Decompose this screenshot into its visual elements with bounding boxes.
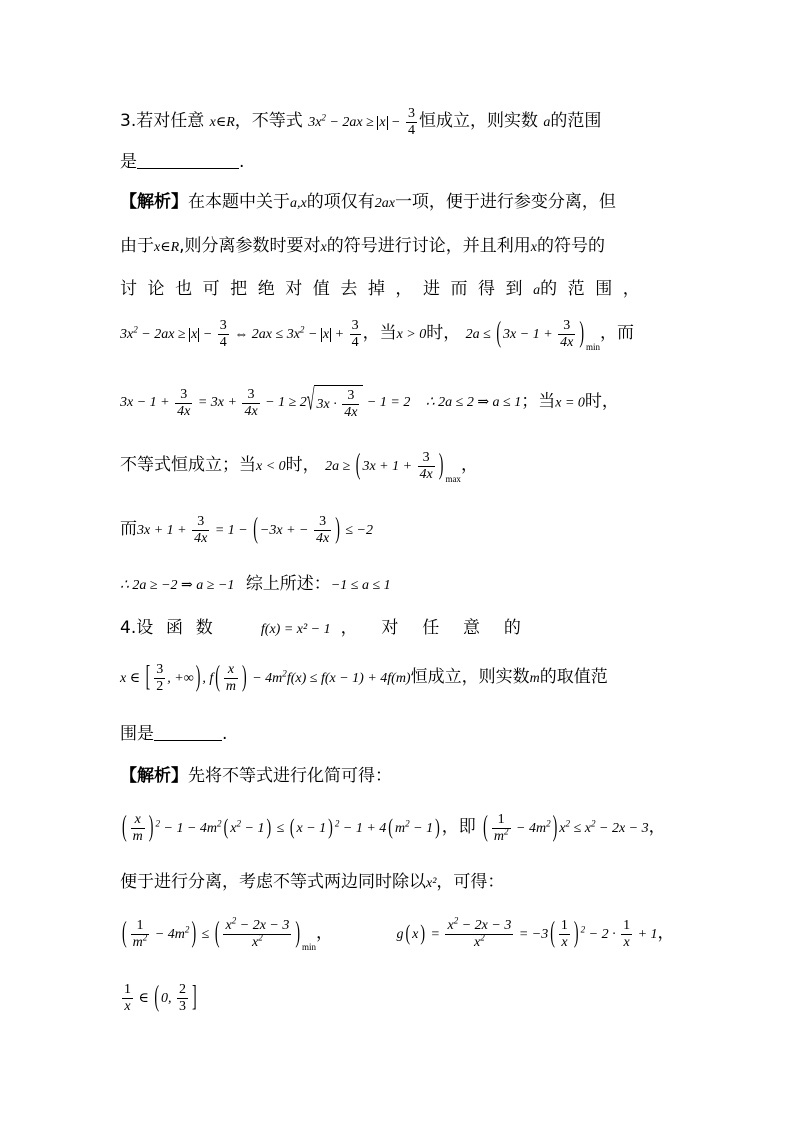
solution-3-line-6: 不等式恒成立；当x < 0时， 2a ≥ ( 3x + 1 + $\frac{3}{4x}$ ) $_{max}$， xyxy=(120,449,478,484)
equivalence-formula: $3x^2 - 2ax \ge x$ − $\frac{3}{4}$ ⇔ $2ax \le 3x^2 - x$ + $\frac{3}{4}$ xyxy=(120,318,359,351)
solution-3-line-3: 讨论也可把绝对值去掉，进而得到a的范围， xyxy=(120,279,651,299)
problem-3-line-2: 是 . xyxy=(120,152,245,172)
min-formula: 2a ≤ ( 3x − 1 + $\frac{3}{4x}$ ) $_{min}$ xyxy=(465,317,601,352)
answer-blank xyxy=(137,154,239,169)
inequality-formula: $3x^2 - 2ax \ge x$ − $\frac{3}{4}$ xyxy=(308,106,415,139)
solution-3-line-4: $3x^2 - 2ax \ge x$ − $\frac{3}{4}$ ⇔ $2ax \le 3x^2 - x$ + $\frac{3}{4}$ ，当x > 0时， 2a ≤ ( 3x − 1 + $\frac{3}{4x}$ ) $_{min}$，而 xyxy=(120,317,635,352)
solution-4-line-5 xyxy=(120,982,199,1015)
bound-formula: 3x + 1 + $\frac{3}{4x}$ = 1 − ( −3x + − $\frac{3}{4x}$ ) ≤ −2 xyxy=(137,513,373,547)
solution-4-line-2: ( $\frac{x}{m}$ ) $^2 - 1 - 4m^2$ ( $x^2 - 1$ ) ≤ ( x − 1 ) $^2$ − 1 + 4 ( $m^2 - 1$ ) ，即 ( $\frac{1}{m^2}$ − $4m^2$ ) $x^2 \le x^2 - 2x - 3$， xyxy=(122,811,666,845)
problem-3-line-1: 3.若对任意 x∈R，不等式 $3x^2 - 2ax \ge x$ − $\frac{3}{4}$ 恒成立，则实数 a的范围 xyxy=(120,106,602,139)
problem-4-line-2: x ∈ [ $\frac{3}{2}$ , +∞ ) , f ( $\frac{x}{m}$ ) − $4m^2f(x) \le f(x - 1) + 4f(m)$恒成立，则实数m的取值范 xyxy=(120,661,608,695)
problem-number: 3. xyxy=(120,110,137,131)
solution-3-line-2: 由于x∈R,则分离参数时要对x的符号进行讨论，并且利用x的符号的 xyxy=(120,236,605,256)
simplified-inequality: ( $\frac{x}{m}$ ) $^2 - 1 - 4m^2$ ( $x^2 - 1$ ) ≤ ( x − 1 ) $^2$ − 1 + 4 ( $m^2 - 1$ ) xyxy=(122,811,440,845)
solution-4-line-3: 便于进行分离，考虑不等式两边同时除以x²，可得： xyxy=(120,872,505,892)
rearranged-inequality: ( $\frac{1}{m^2}$ − $4m^2$ ) $x^2 \le x^2 - 2x - 3$ xyxy=(483,811,649,845)
problem-number: 4. xyxy=(120,618,137,638)
solution-3-line-5: 3x − 1 + $\frac{3}{4x}$ = 3x + $\frac{3}{4x}$ − 1 ≥ 2√ 3x · $\frac{3}{4x}$ − 1 = 2 ∴ 2a ≤ 2 ⇒ a ≤ 1；当x = 0时， xyxy=(120,386,619,421)
am-gm-formula: 3x − 1 + $\frac{3}{4x}$ = 3x + $\frac{3}{4x}$ − 1 ≥ 2√ 3x · $\frac{3}{4x}$ − 1 = 2 xyxy=(120,386,411,421)
problem-4-line-3: 围是 . xyxy=(120,724,228,744)
separation-formula: ( $\frac{1}{m^2}$ − $4m^2$ ) ≤ ( $\frac{x^2 - 2x - 3}{x^2}$ ) $_{min}$ xyxy=(122,915,317,952)
solution-4-line-1: 【解析】先将不等式进行化简可得： xyxy=(120,766,392,786)
answer-blank xyxy=(154,726,222,741)
max-formula: 2a ≥ ( 3x + 1 + $\frac{3}{4x}$ ) $_{max}$ xyxy=(325,449,461,484)
g-function-formula: g ( x ) = $\frac{x^2 - 2x - 3}{x^2}$ = −3 ( $\frac{1}{x}$ ) $^2$ − 2 · $\frac{1}{x}$ + 1 xyxy=(396,915,658,951)
range-formula: $\frac{1}{x}$ ∈ ( 0, $\frac{2}{3}$ ] xyxy=(124,981,197,1015)
solution-3-line-1: 【解析】在本题中关于a,x的项仅有2ax一项，便于进行参变分离，但 xyxy=(120,192,616,212)
solution-tag: 【解析】 xyxy=(120,766,188,786)
solution-4-line-4: ( $\frac{1}{m^2}$ − $4m^2$ ) ≤ ( $\frac{x^2 - 2x - 3}{x^2}$ ) $_{min}$， g ( x ) = $\frac{x^2 - 2x - 3}{x^2}$ = −3 ( $\frac{1}{x}$ ) $^2$ − 2 · $\frac{1}{x}$ + 1， xyxy=(122,915,675,952)
problem-4-condition: x ∈ [ $\frac{3}{2}$ , +∞ ) , f ( $\frac{x}{m}$ ) − $4m^2f(x) \le f(x - 1) + 4f(m)$ xyxy=(120,661,411,695)
solution-3-line-7: 而3x + 1 + $\frac{3}{4x}$ = 1 − ( −3x + − $\frac{3}{4x}$ ) ≤ −2 xyxy=(120,513,373,547)
solution-3-line-8: ∴ 2a ≥ −2 ⇒ a ≥ −1 综上所述：−1 ≤ a ≤ 1 xyxy=(120,574,391,594)
problem-4-line-1: 4.设函数 f(x) = x² − 1 ，对任意的 xyxy=(120,618,545,638)
solution-tag: 【解析】 xyxy=(120,192,188,212)
